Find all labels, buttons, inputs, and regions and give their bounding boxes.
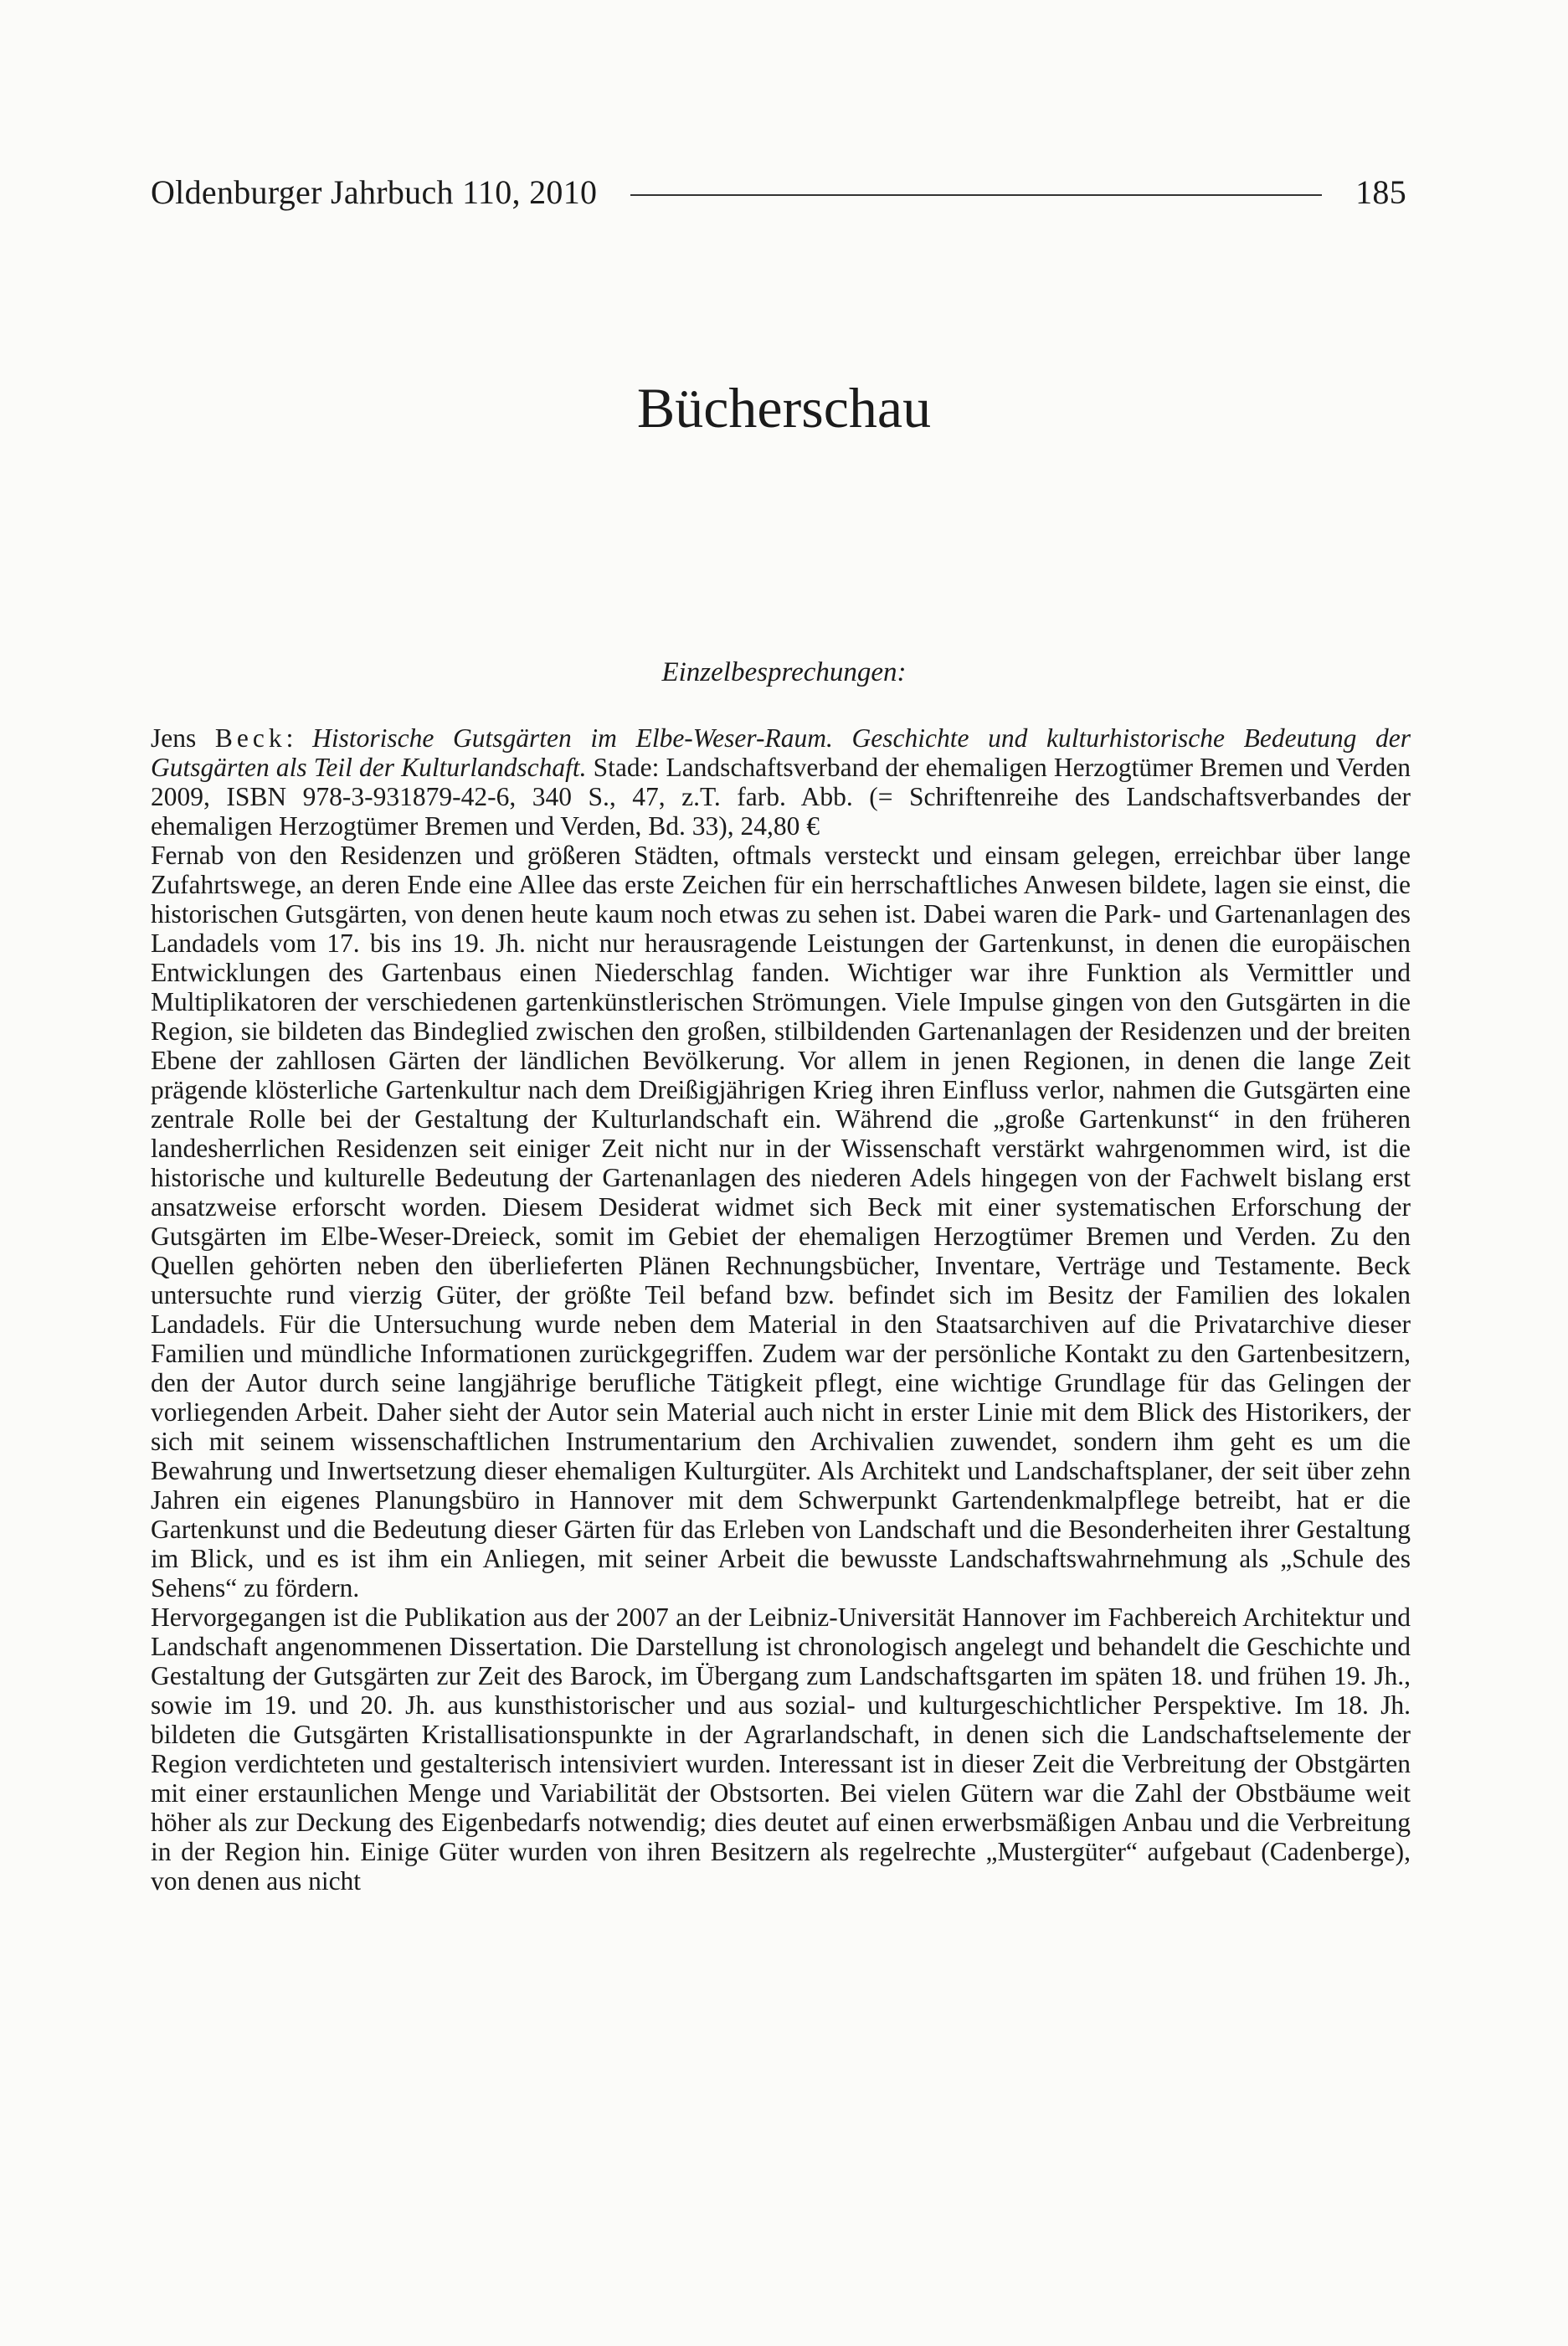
book-title: Historische Gutsgärten im Elbe-Weser-Raum. Geschichte und kulturhistorische Bedeutung der Gutsgärten als Teil der Kulturlandschaft. xyxy=(151,723,1411,782)
page-title: Bücherschau xyxy=(636,376,932,440)
bibliographic-entry: Jens Beck: Historische Gutsgärten im Elbe-Weser-Raum. Geschichte und kulturhistorische Bedeutung der Gutsgärten als Teil der Kulturlandschaft. Stade: Landschaftsverband der ehemaligen Herzogtümer Bremen und Verden 2009, ISBN 978-3-931879-42-6, 340 S., 47, z.T. farb. Abb. (= Schriftenreihe des Landschaftsverbandes der ehemaligen Herzogtümer Bremen und Verden, Bd. 33), 24,80 € xyxy=(151,723,1411,841)
review-paragraph-1: Fernab von den Residenzen und größeren Städten, oftmals versteckt und einsam gelegen, erreichbar über lange Zufahrtswege, an deren Ende eine Allee das erste Zeichen für ein herrschaftliches Anwesen bildete, lagen sie einst, die historischen Gutsgärten, von denen heute kaum noch etwas zu sehen ist. Dabei waren die Park- und Gartenanlagen des Landadels vom 17. bis ins 19. Jh. nicht nur herausragende Leistungen der Gartenkunst, in denen die europäischen Entwicklungen des Gartenbaus einen Niederschlag fanden. Wichtiger war ihre Funktion als Vermittler und Multiplikatoren der verschiedenen gartenkünstlerischen Strömungen. Viele Impulse gingen von den Gutsgärten in die Region, sie bildeten das Bindeglied zwischen den großen, stilbildenden Gartenanlagen der Residenzen und der breiten Ebene der zahllosen Gärten der ländlichen Bevölkerung. Vor allem in jenen Regionen, in denen die lange Zeit prägende klösterliche Gartenkultur nach dem Dreißigjährigen Krieg ihren Einfluss verlor, nahmen die Gutsgärten eine zentrale Rolle bei der Gestaltung der Kulturlandschaft ein. Während die „große Gartenkunst“ in den früheren landesherrlichen Residenzen seit einiger Zeit nicht nur in der Wissenschaft verstärkt wahrgenommen wird, ist die historische und kulturelle Bedeutung der Gartenanlagen des niederen Adels hingegen von der Fachwelt bislang erst ansatzweise erforscht worden. Diesem Desiderat widmet sich Beck mit einer systematischen Erforschung der Gutsgärten im Elbe-Weser-Dreieck, somit im Gebiet der ehemaligen Herzogtümer Bremen und Verden. Zu den Quellen gehörten neben den überlieferten Plänen Rechnungsbücher, Inventare, Verträge und Testamente. Beck untersuchte rund vierzig Güter, der größte Teil befand bzw. befindet sich im Besitz der Familien des lokalen Landadels. Für die Untersuchung wurde neben dem Material in den Staatsarchiven auf die Privatarchive dieser Familien und mündliche Informationen zurückgegriffen. Zudem war der persönliche Kontakt zu den Gartenbesitzern, den der Autor durch seine langjährige berufliche Tätigkeit pflegt, eine wichtige Grundlage für das Gelingen der vorliegenden Arbeit. Daher sieht der Autor sein Material auch nicht in erster Linie mit dem Blick des Historikers, der sich mit seinem wissenschaftlichen Instrumentarium den Archivalien zuwendet, sondern ihm geht es um die Bewahrung und Inwertsetzung dieser ehemaligen Kulturgüter. Als Architekt und Landschaftsplaner, der seit über zehn Jahren ein eigenes Planungsbüro in Hannover mit dem Schwerpunkt Gartendenkmalpflege betreibt, hat er die Gartenkunst und die Bedeutung dieser Gärten für das Erleben von Landschaft und die Besonderheiten ihrer Gestaltung im Blick, und es ist ihm ein Anliegen, mit seiner Arbeit die bewusste Landschaftswahrnehmung als „Schule des Sehens“ zu fördern. xyxy=(151,841,1411,1603)
page-number: 185 xyxy=(1355,173,1406,211)
author-first-name: Jens xyxy=(151,723,197,753)
publication-details: Stade: Landschaftsverband der ehemaligen Herzogtümer Bremen und Verden 2009, ISBN 978-3-931879-42-6, 340 S., 47, z.T. farb. Abb. (= Schriftenreihe des Landschaftsverbandes der ehemaligen Herzogtümer Bremen und Verden, Bd. 33), 24,80 € xyxy=(151,753,1411,841)
review-body xyxy=(151,723,1411,1896)
review-paragraph-2: Hervorgegangen ist die Publikation aus der 2007 an der Leibniz-Universität Hannover im Fachbereich Architektur und Landschaft angenommenen Dissertation. Die Darstellung ist chronologisch angelegt und behandelt die Geschichte und Gestaltung der Gutsgärten zur Zeit des Barock, im Übergang zum Landschaftsgarten im späten 18. und frühen 19. Jh., sowie im 19. und 20. Jh. aus kunsthistorischer und aus sozial- und kulturgeschichtlicher Perspektive. Im 18. Jh. bildeten die Gutsgärten Kristallisationspunkte in der Agrarlandschaft, in denen sich die Landschaftselemente der Region verdichteten und gestalterisch intensiviert wurden. Interessant ist in dieser Zeit die Verbreitung der Obstgärten mit einer erstaunlichen Menge und Variabilität der Obstsorten. Bei vielen Gütern war die Zahl der Obstbäume weit höher als zur Deckung des Eigenbedarfs notwendig; dies deutet auf einen erwerbsmäßigen Anbau und die Verbreitung in der Region hin. Einige Güter wurden von ihren Besitzern als regelrechte „Mustergüter“ aufgebaut (Cadenberge), von denen aus nicht xyxy=(151,1603,1411,1896)
journal-title: Oldenburger Jahrbuch 110, 2010 xyxy=(151,173,598,211)
running-header xyxy=(151,172,1406,212)
author-last-name: Beck xyxy=(214,723,286,753)
header-rule xyxy=(630,194,1322,196)
section-label: Einzelbesprechungen: xyxy=(661,657,907,687)
